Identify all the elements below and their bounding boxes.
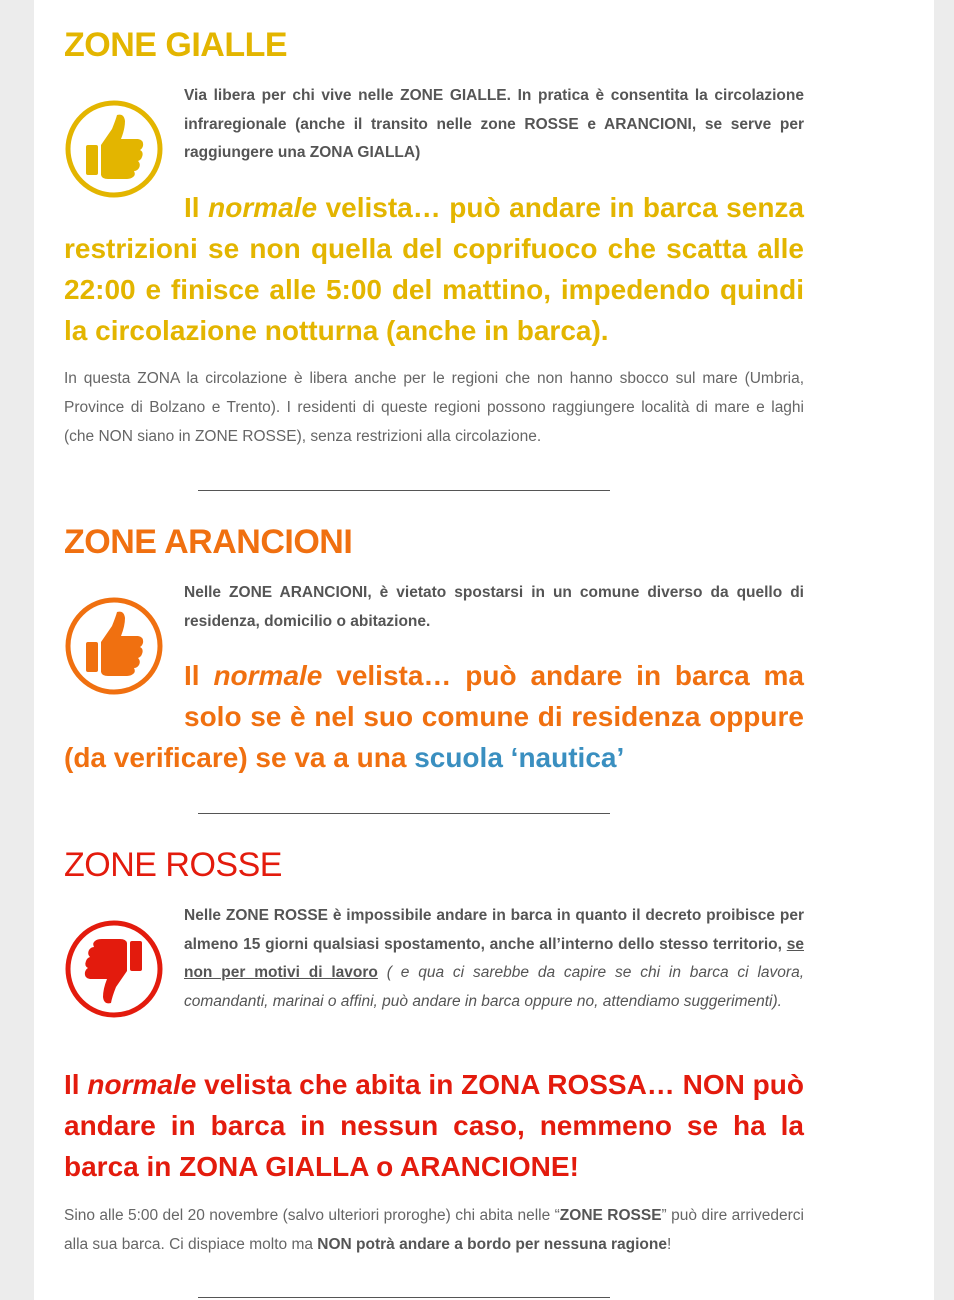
highlight-zone-gialle (64, 187, 804, 351)
highlight-post: velista… può andare in barca ma solo se è nel suo comune di residenza oppure (da verificare) se va a una (64, 660, 804, 773)
highlight-emphasis: normale (208, 192, 318, 223)
heading-zone-gialle: ZONE GIALLE (64, 26, 288, 64)
highlight-emphasis: normale (213, 660, 323, 691)
thumbs-down-icon (64, 919, 164, 1019)
intro-zone-rosse (184, 902, 804, 1016)
intro-underline: se non per motivi di lavoro (184, 935, 804, 981)
body-zone-gialle: In questa ZONA la circolazione è libera anche per le regioni che non hanno sbocco sul mare (Umbria, Province di Bolzano e Trento). I residenti di queste regioni possono raggiungere località di mare e laghi (che NON siano in ZONE ROSSE), senza restrizioni alla circolazione. (64, 370, 804, 445)
section-zone-gialle (64, 82, 804, 168)
highlight-zone-rosse (64, 1064, 804, 1187)
icon-spacer (64, 655, 184, 737)
intro-italic: ( e qua ci sarebbe da capire se chi in barca ci lavora, comandanti, marinai o affini, può andare in barca oppure no, attendiamo suggerimenti). (184, 964, 805, 1010)
intro-zone-arancioni: Nelle ZONE ARANCIONI, è vietato spostarsi in un comune diverso da quello di residenza, domicilio o abitazione. (184, 584, 804, 630)
highlight-post: velista… può andare in barca senza restrizioni se non quella del coprifuoco che scatta alle 22:00 e finisce alle 5:00 del mattino, impedendo quindi la circolazione notturna (anche in barca). (64, 192, 804, 346)
body-zone-rosse (64, 1201, 804, 1259)
separator-line (198, 1297, 610, 1298)
heading-zone-rosse: ZONE ROSSE (64, 846, 282, 884)
section-zone-arancioni (64, 579, 804, 636)
body-bold-2: NON potrà andare a bordo per nessuna ragione (317, 1236, 667, 1253)
intro-pre: Nelle ZONE ROSSE è impossibile andare in barca in quanto il decreto proibisce per almeno 15 giorni qualsiasi spostamento, anche all’interno dello stesso territorio, (184, 907, 804, 953)
section-zone-rosse (64, 902, 804, 1016)
highlight-pre: Il (184, 192, 209, 223)
highlight-pre: Il (184, 660, 214, 691)
separator-line (198, 490, 610, 491)
highlight-pre: Il (64, 1069, 88, 1100)
separator-line (198, 813, 610, 814)
body-bold-1: ZONE ROSSE (559, 1207, 662, 1224)
body-text-1: Sino alle 5:00 del 20 novembre (salvo ulteriori proroghe) chi abita nelle “ (64, 1207, 560, 1224)
highlight-emphasis: normale (87, 1069, 197, 1100)
thumbs-up-icon (64, 99, 164, 199)
highlight-post: velista che abita in ZONA ROSSA… NON può andare in barca in nessun caso, nemmeno se ha la barca in ZONA GIALLA o ARANCIONE! (64, 1069, 804, 1182)
heading-zone-arancioni: ZONE ARANCIONI (64, 523, 353, 561)
article-page (34, 0, 934, 1300)
scuola-nautica-link[interactable]: scuola ‘nautica’ (414, 742, 625, 773)
highlight-zone-arancioni (64, 655, 804, 778)
intro-zone-gialle: Via libera per chi vive nelle ZONE GIALLE. In pratica è consentita la circolazione infraregionale (anche il transito nelle zone ROSSE e ARANCIONI, se serve per raggiungere una ZONA GIALLA) (184, 87, 804, 161)
body-text-2: ” può dire arrivederci alla sua barca. Ci dispiace molto ma (64, 1207, 804, 1253)
body-text-3: ! (666, 1236, 672, 1253)
